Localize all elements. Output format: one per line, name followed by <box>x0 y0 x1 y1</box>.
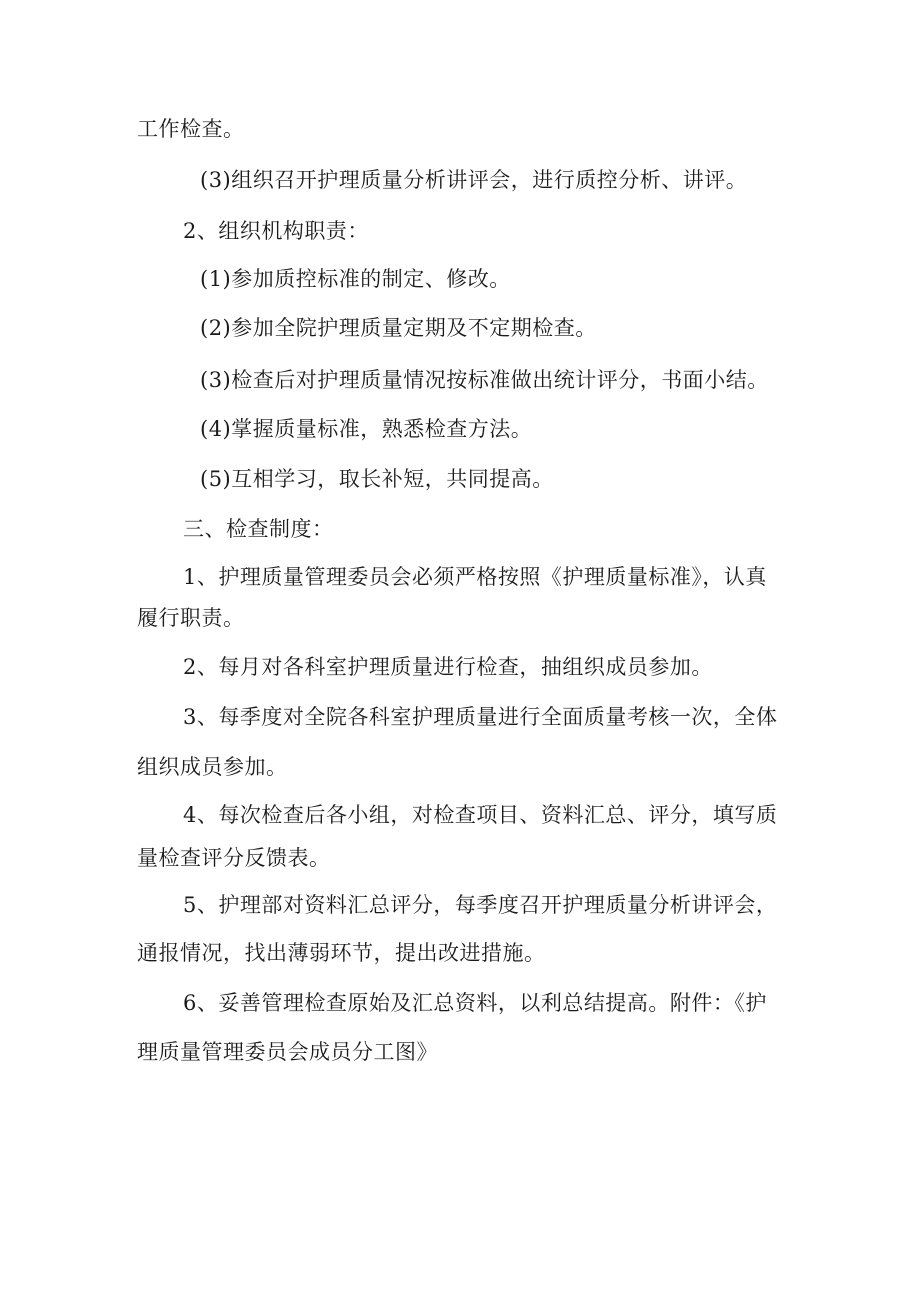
text-line: 履行职责。 <box>137 606 245 630</box>
text-line: 2、每月对各科室护理质量进行检查，抽组织成员参加。 <box>183 655 713 679</box>
text-line: (4)掌握质量标准，熟悉检查方法。 <box>200 417 533 441</box>
text-line: (2)参加全院护理质量定期及不定期检查。 <box>200 316 597 340</box>
text-line: (5)互相学习，取长补短，共同提高。 <box>200 467 554 491</box>
text-line: 6、妥善管理检查原始及汇总资料，以利总结提高。附件：《护 <box>183 991 767 1015</box>
text-line: (1)参加质控标准的制定、修改。 <box>200 267 511 291</box>
text-line: 理质量管理委员会成员分工图》 <box>137 1040 438 1064</box>
text-line: (3)组织召开护理质量分析讲评会，进行质控分析、讲评。 <box>200 168 748 192</box>
text-line: (3)检查后对护理质量情况按标准做出统计评分，书面小结。 <box>200 368 769 392</box>
text-line: 4、每次检查后各小组，对检查项目、资料汇总、评分，填写质 <box>183 803 778 827</box>
text-line: 1、护理质量管理委员会必须严格按照《护理质量标准》，认真 <box>183 565 767 589</box>
text-line: 组织成员参加。 <box>137 755 288 779</box>
text-line: 工作检查。 <box>137 117 245 141</box>
text-line: 三、检查制度： <box>183 517 334 541</box>
text-line: 量检查评分反馈表。 <box>137 846 331 870</box>
text-line: 通报情况，找出薄弱环节，提出改进措施。 <box>137 941 546 965</box>
text-line: 3、每季度对全院各科室护理质量进行全面质量考核一次，全体 <box>183 705 778 729</box>
text-line: 2、组织机构职责： <box>183 219 369 243</box>
text-line: 5、护理部对资料汇总评分，每季度召开护理质量分析讲评会， <box>183 893 778 917</box>
